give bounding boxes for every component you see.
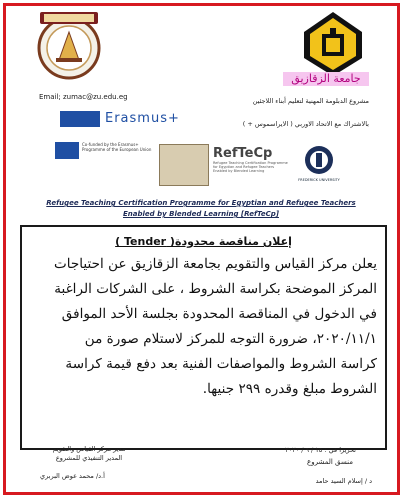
issue-date: تحريرا في : ١٥ / ٩ / ٢٠٢٠ bbox=[285, 446, 356, 454]
frederick-university-logo bbox=[297, 144, 341, 184]
notice-body bbox=[34, 252, 377, 402]
zagazig-university-logo bbox=[300, 10, 366, 80]
coordinator-label: منسق المشروع bbox=[307, 458, 353, 466]
notice-line: كراسة الشروط والمواصفات الفنية بعد دفع قيمة كراسة bbox=[65, 356, 377, 372]
director-title-1: مدير مركز القياس والتقويم bbox=[52, 445, 126, 453]
eu-cofunded-text: Co-funded by the Erasmus+ Programme of the European Union bbox=[82, 142, 152, 152]
reftecp-title: RefTeCp bbox=[213, 146, 273, 161]
measurement-center-logo bbox=[30, 8, 108, 84]
notice-line: الشروط مبلغ وقدره ٢٩٩ جنيها. bbox=[202, 381, 377, 397]
director-name: أ.د/ محمد عوض البربري bbox=[40, 472, 105, 480]
programme-title: Refugee Teaching Certification Programme for Egyptian and Refugee Teachers Enabled by Blended Learning [RefTeCp] bbox=[46, 199, 356, 218]
director-titles bbox=[44, 445, 134, 463]
email-address: Email; zumac@zu.edu.eg bbox=[39, 93, 128, 101]
notice-line: في الدخول في المناقصة المحدودة بجلسة الأحد الموافق bbox=[61, 306, 377, 322]
frederick-university-emblem-icon bbox=[297, 144, 341, 178]
zagazig-university-name: جامعة الزقازيق bbox=[283, 72, 369, 86]
reftecp-subtitle: Refugee Teaching Certification Programme for Egyptian and Refugee Teachers Enabled by Blended Learning bbox=[213, 161, 288, 173]
reftecp-logo bbox=[213, 146, 289, 186]
refugee-family-image bbox=[159, 144, 209, 186]
director-title-2: المدير التنفيذي للمشروع bbox=[55, 454, 123, 462]
frederick-university-label: FREDERICK UNIVERSITY bbox=[298, 178, 340, 182]
eu-cofunded-logo bbox=[55, 142, 155, 162]
tender-notice-box bbox=[20, 225, 387, 450]
partner-banner bbox=[55, 142, 341, 188]
coordinator-name: د / إسلام السيد حامد bbox=[315, 477, 372, 485]
project-line-1: مشروع الدبلومة المهنية لتعليم أبناء اللاجئين bbox=[252, 97, 369, 105]
project-line-2: بالاشتراك مع الاتحاد الاوربي ( الايراسموس + ) bbox=[242, 120, 369, 128]
erasmus-logo bbox=[60, 111, 212, 128]
eu-flag-icon bbox=[60, 111, 100, 127]
notice-line: المركز الموضحة بكراسة الشروط ، على الشركات الراغبة bbox=[54, 281, 377, 297]
notice-line: ٢٠٢٠/١١/١، ضرورة التوجه للمركز لاستلام صورة من bbox=[84, 331, 377, 347]
notice-line: يعلن مركز القياس والتقويم بجامعة الزقازيق عن احتياجات bbox=[53, 256, 377, 272]
eu-flag-icon bbox=[55, 142, 79, 159]
erasmus-label: Erasmus+ bbox=[105, 111, 180, 126]
notice-heading: إعلان مناقصة محدودة( Tender ) bbox=[115, 235, 292, 248]
